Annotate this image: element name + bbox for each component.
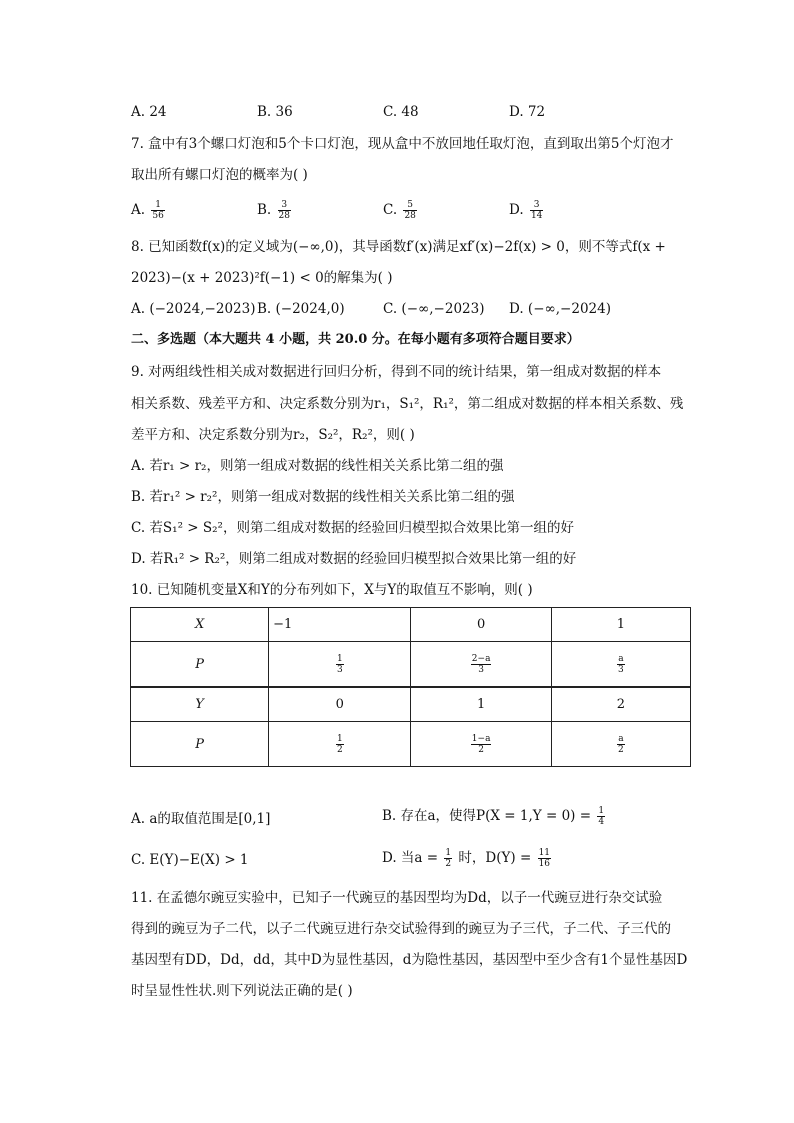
q9-stem-line3: 差平方和、决定系数分别为r₂，S₂²，R₂²，则( )	[131, 427, 415, 443]
q10-option-b[interactable]	[382, 806, 607, 827]
table-cell-py-1: $\frac{1}{2}$	[336, 733, 343, 755]
q10-option-d[interactable]	[382, 848, 553, 869]
q8-option-d[interactable]: D. (−∞,−2024)	[509, 301, 611, 317]
table-cell-y-label: Y	[195, 697, 204, 712]
q10-stem-line1: 10. 已知随机变量X和Y的分布列如下，X与Y的取值互不影响，则( )	[131, 582, 533, 598]
q11-stem-line3: 基因型有DD，Dd，dd，其中D为显性基因，d为隐性基因，基因型中至少含有1个显性基因D	[131, 952, 688, 968]
q8-option-a[interactable]: A. (−2024,−2023)	[131, 301, 256, 317]
q7-option-a-label: A.	[131, 202, 146, 218]
table-cell-y-2: 1	[411, 687, 551, 722]
table-cell-y-3: 2	[551, 687, 690, 722]
section2-heading: 二、多选题（本大题共 4 小题，共 20.0 分。在每小题有多项符合题目要求）	[131, 332, 580, 347]
table-cell-px-2: $\frac{2-a}{3}$	[471, 653, 491, 675]
q11-stem-line2: 得到的豌豆为子二代，以子二代豌豆进行杂交试验得到的豌豆为子三代，子二代、子三代的	[131, 921, 671, 937]
q10-option-d-fraction1: $\frac{1}{2}$	[445, 848, 452, 869]
table-cell-x-3: 1	[551, 608, 690, 642]
q6-option-d[interactable]: D. 72	[509, 104, 546, 120]
q7-option-b-label: B.	[257, 202, 272, 218]
q10-option-b-fraction: $\frac{1}{4}$	[598, 806, 605, 827]
q7-option-d-label: D.	[509, 202, 524, 218]
table-row-y	[131, 687, 691, 722]
q7-option-a-fraction: $\frac{1}{56}$	[152, 200, 164, 221]
table-cell-py-3: $\frac{a}{2}$	[618, 733, 624, 755]
table-cell-py-2: $\frac{1-a}{2}$	[471, 733, 491, 755]
q8-option-b[interactable]: B. (−2024,0)	[257, 301, 345, 317]
q7-option-d-fraction: $\frac{3}{14}$	[530, 200, 543, 221]
table-cell-px-1: $\frac{1}{3}$	[336, 653, 343, 675]
q10-option-d-text1: D. 当a =	[382, 850, 439, 866]
q10-option-d-text2: 时，D(Y) =	[458, 850, 532, 866]
q9-stem-line1: 9. 对两组线性相关成对数据进行回归分析，得到不同的统计结果，第一组成对数据的样本	[131, 364, 662, 380]
table-row-px	[131, 642, 691, 688]
q7-option-c[interactable]	[383, 200, 419, 221]
table-cell-py-label: P	[195, 736, 204, 752]
table-cell-y-1: 0	[269, 687, 411, 722]
q9-stem-line2: 相关系数、残差平方和、决定系数分别为r₁，S₁²，R₁²，第二组成对数据的样本相关系数、残	[131, 396, 684, 412]
q7-option-d[interactable]	[509, 200, 545, 221]
table-cell-x-label: X	[194, 617, 205, 632]
table-row-py	[131, 722, 691, 767]
q7-option-c-label: C.	[383, 202, 398, 218]
q10-option-c[interactable]: C. E(Y)−E(X) > 1	[131, 852, 249, 868]
q7-option-b-fraction: $\frac{3}{28}$	[278, 200, 290, 221]
q9-option-a[interactable]: A. 若r₁ > r₂，则第一组成对数据的线性相关关系比第二组的强	[131, 458, 504, 474]
q9-option-b[interactable]: B. 若r₁² > r₂²，则第一组成对数据的线性相关关系比第二组的强	[131, 489, 515, 505]
q8-stem-line1: 8. 已知函数f(x)的定义域为(−∞,0)，其导函数f′(x)满足xf′(x)−2f(x) > 0，则不等式f(x +	[131, 239, 666, 255]
table-cell-x-1: −1	[269, 608, 411, 642]
q7-stem-line1: 7. 盒中有3个螺口灯泡和5个卡口灯泡，现从盒中不放回地任取灯泡，直到取出第5个灯泡才	[131, 136, 674, 152]
q10-option-b-text: B. 存在a，使得P(X = 1,Y = 0) =	[382, 808, 592, 824]
table-row-x	[131, 608, 691, 642]
q8-stem-line2: 2023)−(x + 2023)²f(−1) < 0的解集为( )	[131, 270, 393, 286]
q10-option-d-fraction2: $\frac{11}{16}$	[538, 848, 551, 869]
table-cell-px-3: $\frac{a}{3}$	[618, 653, 624, 675]
q8-option-c[interactable]: C. (−∞,−2023)	[383, 301, 485, 317]
q9-option-c[interactable]: C. 若S₁² > S₂²，则第二组成对数据的经验回归模型拟合效果比第一组的好	[131, 520, 574, 536]
q11-stem-line1: 11. 在孟德尔豌豆实验中，已知子一代豌豆的基因型均为Dd，以子一代豌豆进行杂交试验	[131, 890, 663, 906]
q7-stem-line2: 取出所有螺口灯泡的概率为( )	[131, 167, 308, 183]
table-cell-px-label: P	[195, 656, 204, 672]
q6-option-a[interactable]: A. 24	[131, 104, 167, 120]
q7-option-b[interactable]	[257, 200, 293, 221]
q10-option-a[interactable]: A. a的取值范围是[0,1]	[131, 811, 271, 827]
distribution-table	[130, 607, 691, 767]
q9-option-d[interactable]: D. 若R₁² > R₂²，则第二组成对数据的经验回归模型拟合效果比第一组的好	[131, 551, 577, 567]
q6-option-c[interactable]: C. 48	[383, 104, 419, 120]
q7-option-c-fraction: $\frac{5}{28}$	[404, 200, 416, 221]
q6-option-b[interactable]: B. 36	[257, 104, 293, 120]
q11-stem-line4: 时呈显性性状.则下列说法正确的是( )	[131, 983, 353, 999]
q7-option-a[interactable]	[131, 200, 167, 221]
table-cell-x-2: 0	[411, 608, 551, 642]
